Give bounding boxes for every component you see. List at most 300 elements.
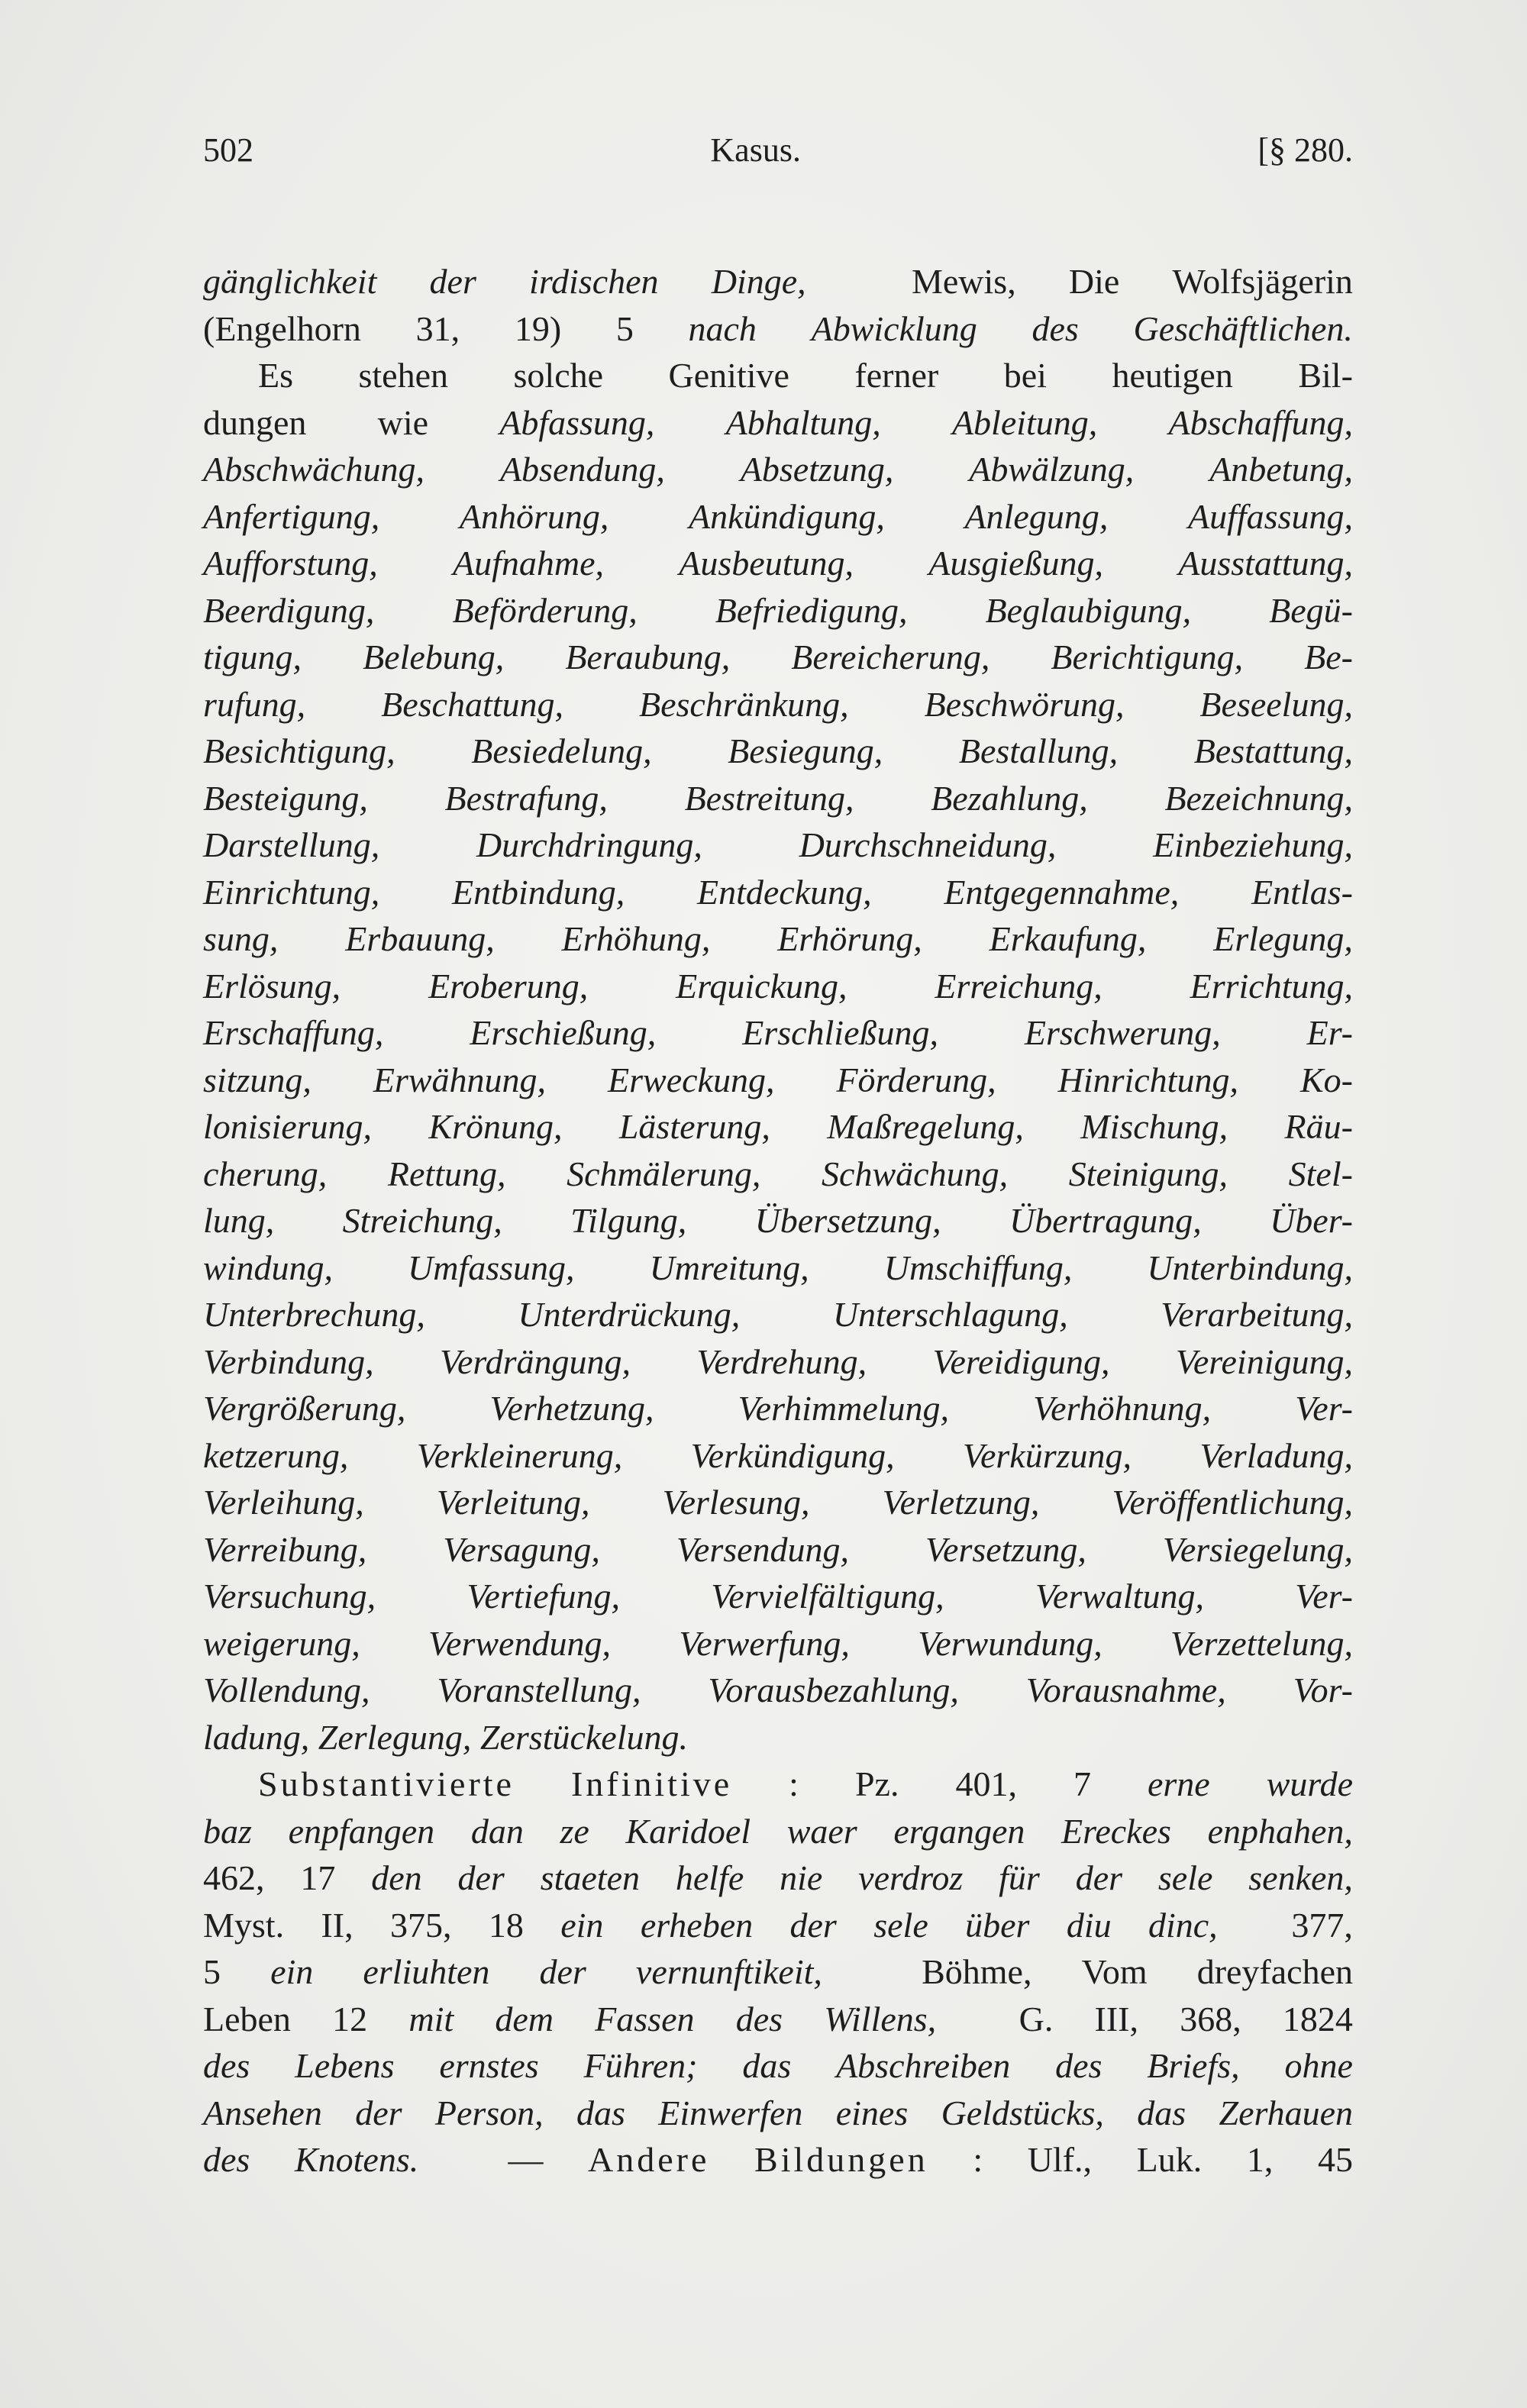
word: 1,	[1246, 2140, 1274, 2179]
italic-word: Erlösung,	[203, 966, 341, 1005]
italic-word: Erwähnung,	[373, 1060, 547, 1099]
italic-word: Abhaltung,	[725, 402, 881, 442]
italic-word: Ereckes	[1061, 1811, 1171, 1851]
italic-word: Lästerung,	[618, 1107, 770, 1146]
italic-word: Bestreitung,	[684, 778, 854, 818]
italic-word: Auffassung,	[1187, 496, 1353, 536]
italic-word: Besiedelung,	[471, 731, 652, 770]
italic-word: Zerstückelung.	[479, 1717, 689, 1757]
italic-word: Räu-	[1284, 1107, 1353, 1146]
italic-word: ohne	[1284, 2046, 1353, 2085]
italic-word: Anlegung,	[964, 496, 1109, 536]
text-line	[203, 1385, 1353, 1432]
word: Substantivierte	[258, 1764, 515, 1803]
italic-word: Be-	[1304, 638, 1353, 676]
italic-word: Vertiefung,	[466, 1577, 620, 1616]
italic-word: das	[1137, 2093, 1186, 2132]
word: bei	[1003, 356, 1047, 395]
italic-word: ein	[560, 1905, 604, 1945]
word: 19)	[514, 308, 562, 348]
text-line	[203, 634, 1353, 681]
running-header	[203, 128, 1353, 171]
italic-word: gänglichkeit	[203, 262, 377, 301]
italic-word: Verdrängung,	[439, 1341, 631, 1381]
word: ferner	[854, 356, 939, 395]
word: Wolfsjägerin	[1172, 262, 1353, 301]
word: Bildungen	[754, 2140, 928, 2179]
word: 12	[332, 1999, 368, 2038]
italic-word: Verhöhnung,	[1033, 1389, 1212, 1428]
italic-word: Verleitung,	[436, 1483, 590, 1522]
word: 401,	[955, 1764, 1017, 1803]
text-line	[203, 1854, 1353, 1902]
text-line	[203, 1244, 1353, 1292]
word: 1824	[1282, 1999, 1353, 2038]
italic-word: über	[965, 1905, 1030, 1945]
text-line	[203, 1009, 1353, 1057]
italic-word: Verdrehung,	[696, 1341, 867, 1381]
italic-word: das	[742, 2046, 792, 2085]
italic-word: der	[457, 1858, 505, 1897]
italic-word: Fassen	[595, 1999, 695, 2038]
italic-word: des	[1031, 308, 1079, 348]
italic-word: Über-	[1270, 1201, 1353, 1240]
italic-word: Hinrichtung,	[1057, 1060, 1238, 1099]
italic-word: rufung,	[203, 684, 306, 724]
italic-word: Anfertigung,	[203, 496, 380, 536]
italic-word: Unterbindung,	[1147, 1248, 1353, 1287]
italic-word: Beschränkung,	[638, 684, 849, 724]
italic-word: Anbetung,	[1209, 450, 1353, 489]
word: (Engelhorn	[203, 308, 361, 348]
italic-word: Einbeziehung,	[1153, 825, 1353, 864]
italic-word: Besteigung,	[203, 778, 368, 818]
text-line	[203, 1103, 1353, 1151]
italic-word: Beförderung,	[452, 590, 638, 630]
italic-word: Begü-	[1269, 590, 1353, 630]
italic-word: des	[203, 2046, 250, 2085]
italic-word: Zerhauen	[1219, 2093, 1353, 2132]
italic-word: enphahen,	[1207, 1811, 1353, 1851]
italic-word: erheben	[640, 1905, 754, 1945]
italic-word: Lebens	[295, 2046, 395, 2085]
italic-word: Erlegung,	[1213, 919, 1353, 958]
italic-word: Beschattung,	[381, 684, 564, 724]
text-line	[203, 775, 1353, 822]
italic-word: Absetzung,	[740, 450, 894, 489]
italic-word: helfe	[675, 1858, 744, 1897]
italic-word: Geschäftlichen.	[1133, 308, 1353, 348]
word: Böhme,	[922, 1952, 1032, 1991]
italic-word: Einwerfen	[658, 2093, 803, 2132]
text-line	[203, 2042, 1353, 2090]
italic-word: dan	[470, 1811, 524, 1851]
italic-word: Umreitung,	[649, 1248, 809, 1287]
text-line	[203, 915, 1353, 963]
italic-word: den	[371, 1858, 422, 1897]
word: 45	[1317, 2140, 1353, 2179]
text-line	[203, 1479, 1353, 1526]
word: :	[789, 1764, 799, 1803]
text-line	[203, 305, 1353, 353]
italic-word: Besichtigung,	[203, 731, 395, 770]
italic-word: Zerlegung,	[318, 1717, 480, 1757]
word: 462,	[203, 1858, 265, 1897]
italic-word: Steinigung,	[1068, 1154, 1228, 1193]
text-line	[203, 1808, 1353, 1855]
italic-word: der	[429, 262, 476, 301]
text-line	[203, 681, 1353, 728]
italic-word: cherung,	[203, 1154, 328, 1193]
italic-word: Anhörung,	[459, 496, 609, 536]
italic-word: Verwaltung,	[1035, 1577, 1204, 1616]
italic-word: lung,	[203, 1201, 275, 1240]
word: Luk.	[1136, 2140, 1203, 2179]
italic-word: Versendung,	[676, 1529, 850, 1569]
italic-word: Beglaubigung,	[985, 590, 1192, 630]
italic-word: nie	[780, 1858, 823, 1897]
italic-word: Verzettelung,	[1170, 1623, 1353, 1663]
italic-word: Knotens.	[294, 2140, 419, 2179]
italic-word: Aufnahme,	[453, 544, 605, 583]
text-line	[203, 540, 1353, 587]
word: 368,	[1180, 1999, 1241, 2038]
word: Ulf.,	[1027, 2140, 1093, 2179]
word: 377,	[1291, 1905, 1353, 1945]
italic-word: Erhörung,	[777, 919, 922, 958]
italic-word: Versiegelung,	[1162, 1529, 1353, 1569]
italic-word: diu	[1066, 1905, 1112, 1945]
text-line	[203, 493, 1353, 541]
italic-word: Verleihung,	[203, 1483, 364, 1522]
page-number: 502	[203, 131, 253, 169]
word: dreyfachen	[1196, 1952, 1353, 1991]
word: heutigen	[1112, 356, 1233, 395]
text-line	[203, 446, 1353, 493]
word: 31,	[415, 308, 460, 348]
italic-word: Übersetzung,	[754, 1201, 941, 1240]
italic-word: Bezeichnung,	[1164, 778, 1353, 818]
italic-word: der	[539, 1952, 586, 1991]
italic-word: Maßregelung,	[827, 1107, 1024, 1146]
italic-word: Versuchung,	[203, 1577, 376, 1616]
italic-word: Er-	[1306, 1013, 1353, 1052]
italic-word: Geldstücks,	[941, 2093, 1104, 2132]
italic-word: Verhetzung,	[489, 1389, 654, 1428]
italic-word: Beerdigung,	[203, 590, 375, 630]
italic-word: Befriedigung,	[715, 590, 908, 630]
italic-word: Ausbeutung,	[679, 544, 854, 583]
word: :	[973, 2140, 983, 2179]
italic-word: Mischung,	[1080, 1107, 1228, 1146]
italic-word: Aufforstung,	[203, 544, 378, 583]
word: 375,	[389, 1905, 452, 1945]
italic-word: Errichtung,	[1190, 966, 1353, 1005]
word: Andere	[588, 2140, 710, 2179]
text-line	[203, 2136, 1353, 2184]
italic-word: tigung,	[203, 638, 302, 676]
italic-word: Veröffentlichung,	[1112, 1483, 1353, 1522]
italic-word: Vor-	[1293, 1670, 1353, 1709]
text-line	[203, 963, 1353, 1010]
italic-word: Verletzung,	[882, 1483, 1040, 1522]
italic-word: Erschießung,	[470, 1013, 657, 1052]
italic-word: Beseelung,	[1199, 684, 1353, 724]
word: Bil-	[1298, 356, 1353, 395]
italic-word: senken,	[1248, 1858, 1353, 1897]
italic-word: Karidoel	[625, 1811, 751, 1851]
italic-word: Bestattung,	[1193, 731, 1353, 770]
word: Genitive	[668, 356, 789, 395]
text-line	[203, 1714, 1353, 1761]
italic-word: für	[999, 1858, 1040, 1897]
italic-word: erne	[1147, 1764, 1210, 1803]
text-line	[203, 587, 1353, 634]
italic-word: sung,	[203, 919, 279, 958]
text-line	[203, 1338, 1353, 1386]
italic-word: Erschließung,	[742, 1013, 938, 1052]
italic-word: Erschaffung,	[203, 1013, 384, 1052]
text-line	[203, 1620, 1353, 1667]
italic-word: ze	[560, 1811, 589, 1851]
word: III,	[1094, 1999, 1138, 2038]
text-line	[203, 1151, 1353, 1198]
italic-word: Ausgießung,	[928, 544, 1103, 583]
text-line	[203, 1667, 1353, 1714]
italic-word: Abschreiben	[836, 2046, 1011, 2085]
italic-word: Ver-	[1295, 1389, 1353, 1428]
italic-word: Verlesung,	[662, 1483, 810, 1522]
italic-word: Verreibung,	[203, 1529, 367, 1569]
italic-word: Tilgung,	[570, 1201, 687, 1240]
italic-word: Briefs,	[1147, 2046, 1240, 2085]
italic-word: staeten	[540, 1858, 640, 1897]
italic-word: des	[1055, 2046, 1102, 2085]
italic-word: Einrichtung,	[203, 872, 380, 912]
italic-word: Unterschlagung,	[832, 1295, 1068, 1334]
italic-word: Unterbrechung,	[203, 1295, 425, 1334]
italic-word: Übertragung,	[1009, 1201, 1202, 1240]
italic-word: Bereicherung,	[791, 638, 990, 676]
italic-word: des	[735, 1999, 783, 2038]
italic-word: Erkaufung,	[989, 919, 1147, 958]
italic-word: sitzung,	[203, 1060, 312, 1099]
italic-word: Verkürzung,	[962, 1435, 1132, 1475]
text-line	[203, 1526, 1353, 1574]
italic-word: nach	[688, 308, 757, 348]
text-line	[203, 1996, 1353, 2043]
italic-word: ein	[270, 1952, 314, 1991]
italic-word: lonisierung,	[203, 1107, 373, 1146]
word: solche	[513, 356, 604, 395]
italic-word: Berichtigung,	[1051, 638, 1244, 676]
italic-word: Entgegennahme,	[944, 872, 1180, 912]
italic-word: Vorausbezahlung,	[708, 1670, 959, 1709]
italic-word: Abwicklung	[811, 308, 977, 348]
italic-word: windung,	[203, 1248, 333, 1287]
italic-word: Ableitung,	[951, 402, 1098, 442]
italic-word: Verwundung,	[918, 1623, 1102, 1663]
word: 17	[300, 1858, 336, 1897]
italic-word: Verbindung,	[203, 1341, 374, 1381]
italic-word: Krönung,	[428, 1107, 563, 1146]
italic-word: Durchdringung,	[476, 825, 702, 864]
italic-word: Erquickung,	[676, 966, 847, 1005]
italic-word: Ver-	[1295, 1577, 1353, 1616]
italic-word: Umfassung,	[408, 1248, 575, 1287]
word: G.	[1019, 1999, 1054, 2038]
text-line	[203, 1902, 1353, 1949]
text-line	[203, 258, 1353, 305]
italic-word: Verhimmelung,	[738, 1389, 950, 1428]
italic-word: Ausstattung,	[1178, 544, 1353, 583]
text-line	[203, 728, 1353, 775]
italic-word: vernunftikeit,	[635, 1952, 822, 1991]
italic-word: Vereidigung,	[932, 1341, 1110, 1381]
italic-word: Schwächung,	[822, 1154, 1009, 1193]
italic-word: verdroz	[858, 1858, 964, 1897]
word: 7	[1073, 1764, 1091, 1803]
text-line	[203, 352, 1353, 399]
text-line	[203, 1291, 1353, 1338]
running-title: Kasus.	[710, 131, 801, 169]
italic-word: eines	[835, 2093, 909, 2132]
italic-word: Entbindung,	[452, 872, 625, 912]
italic-word: der	[789, 1905, 837, 1945]
italic-word: Bestrafung,	[444, 778, 608, 818]
italic-word: Eroberung,	[428, 966, 589, 1005]
italic-word: Bestallung,	[958, 731, 1119, 770]
italic-word: Versetzung,	[925, 1529, 1086, 1569]
italic-word: baz	[203, 1811, 252, 1851]
italic-word: Vergrößerung,	[203, 1389, 406, 1428]
italic-word: Unterdrückung,	[518, 1295, 741, 1334]
section-number: [§ 280.	[1257, 131, 1353, 169]
italic-word: Dinge,	[711, 262, 806, 301]
italic-word: Erweckung,	[608, 1060, 775, 1099]
italic-word: Rettung,	[387, 1154, 506, 1193]
italic-word: Vorausnahme,	[1025, 1670, 1226, 1709]
italic-word: ketzerung,	[203, 1435, 349, 1475]
italic-word: Streichung,	[342, 1201, 502, 1240]
italic-word: Person,	[434, 2093, 544, 2132]
word: dungen	[203, 402, 307, 442]
italic-word: Erhöhung,	[561, 919, 711, 958]
text-line	[203, 869, 1353, 916]
text-line	[203, 2090, 1353, 2137]
italic-word: ladung,	[203, 1717, 318, 1757]
italic-word: weigerung,	[203, 1623, 360, 1663]
word: Leben	[203, 1999, 291, 2038]
italic-word: der	[355, 2093, 402, 2132]
text-line	[203, 821, 1353, 869]
italic-word: des	[203, 2140, 250, 2179]
italic-word: Abfassung,	[499, 402, 655, 442]
word: Infinitive	[570, 1764, 733, 1803]
italic-word: Entlas-	[1251, 872, 1353, 912]
italic-word: Umschiffung,	[883, 1248, 1073, 1287]
italic-word: Führen;	[583, 2046, 698, 2085]
word: 5	[615, 308, 634, 348]
italic-word: Erreichung,	[935, 966, 1102, 1005]
italic-word: Vervielfältigung,	[711, 1577, 944, 1616]
italic-word: Bezahlung,	[931, 778, 1088, 818]
italic-word: sele	[873, 1905, 928, 1945]
italic-word: Verarbeitung,	[1161, 1295, 1353, 1334]
italic-word: Ko-	[1299, 1060, 1353, 1099]
italic-word: Belebung,	[363, 638, 505, 676]
text-line	[203, 1761, 1353, 1808]
italic-word: ergangen	[893, 1811, 1025, 1851]
italic-word: Vollendung,	[203, 1670, 370, 1709]
word: Pz.	[854, 1764, 899, 1803]
italic-word: Beraubung,	[565, 638, 731, 676]
italic-word: Versagung,	[443, 1529, 600, 1569]
italic-word: waer	[786, 1811, 857, 1851]
word: Es	[258, 356, 293, 395]
word: II,	[321, 1905, 354, 1945]
italic-word: Besiegung,	[728, 731, 883, 770]
word: Mewis,	[911, 262, 1016, 301]
italic-word: Ansehen	[203, 2093, 322, 2132]
italic-word: Abwälzung,	[969, 450, 1135, 489]
italic-word: wurde	[1266, 1764, 1353, 1803]
italic-word: dem	[495, 1999, 554, 2038]
italic-word: Beschwörung,	[924, 684, 1125, 724]
text-line	[203, 1432, 1353, 1480]
text-line	[203, 1197, 1353, 1244]
italic-word: Willens,	[824, 1999, 937, 2038]
italic-word: erliuhten	[363, 1952, 490, 1991]
italic-word: Schmälerung,	[567, 1154, 761, 1193]
italic-word: Ankündigung,	[689, 496, 885, 536]
italic-word: Verladung,	[1199, 1435, 1353, 1475]
italic-word: Abschwächung,	[203, 450, 425, 489]
italic-word: Erschwerung,	[1024, 1013, 1221, 1052]
italic-word: Durchschneidung,	[799, 825, 1057, 864]
italic-word: sele	[1157, 1858, 1213, 1897]
italic-word: ernstes	[439, 2046, 539, 2085]
text-line	[203, 1057, 1353, 1104]
word: Vom	[1081, 1952, 1148, 1991]
italic-word: Verwerfung,	[679, 1623, 850, 1663]
text-line	[203, 1573, 1353, 1620]
italic-word: Verwendung,	[428, 1623, 611, 1663]
italic-word: Verkündigung,	[690, 1435, 895, 1475]
word: Myst.	[203, 1905, 285, 1945]
word: 5	[203, 1952, 221, 1991]
italic-word: Vereinigung,	[1175, 1341, 1353, 1381]
italic-word: Voranstellung,	[437, 1670, 641, 1709]
italic-word: mit	[408, 1999, 454, 2038]
word: —	[508, 2140, 544, 2179]
italic-word: enpfangen	[288, 1811, 435, 1851]
italic-word: dinc,	[1148, 1905, 1218, 1945]
italic-word: irdischen	[529, 262, 659, 301]
italic-word: der	[1075, 1858, 1123, 1897]
italic-word: Darstellung,	[203, 825, 380, 864]
italic-word: Abschaffung,	[1168, 402, 1353, 442]
body-text	[203, 258, 1353, 2184]
italic-word: Stel-	[1288, 1154, 1353, 1193]
word: Die	[1068, 262, 1120, 301]
text-line	[203, 399, 1353, 447]
word: 18	[488, 1905, 524, 1945]
italic-word: Erbauung,	[345, 919, 495, 958]
italic-word: Absendung,	[499, 450, 665, 489]
italic-word: Verkleinerung,	[416, 1435, 623, 1475]
italic-word: Entdeckung,	[697, 872, 872, 912]
